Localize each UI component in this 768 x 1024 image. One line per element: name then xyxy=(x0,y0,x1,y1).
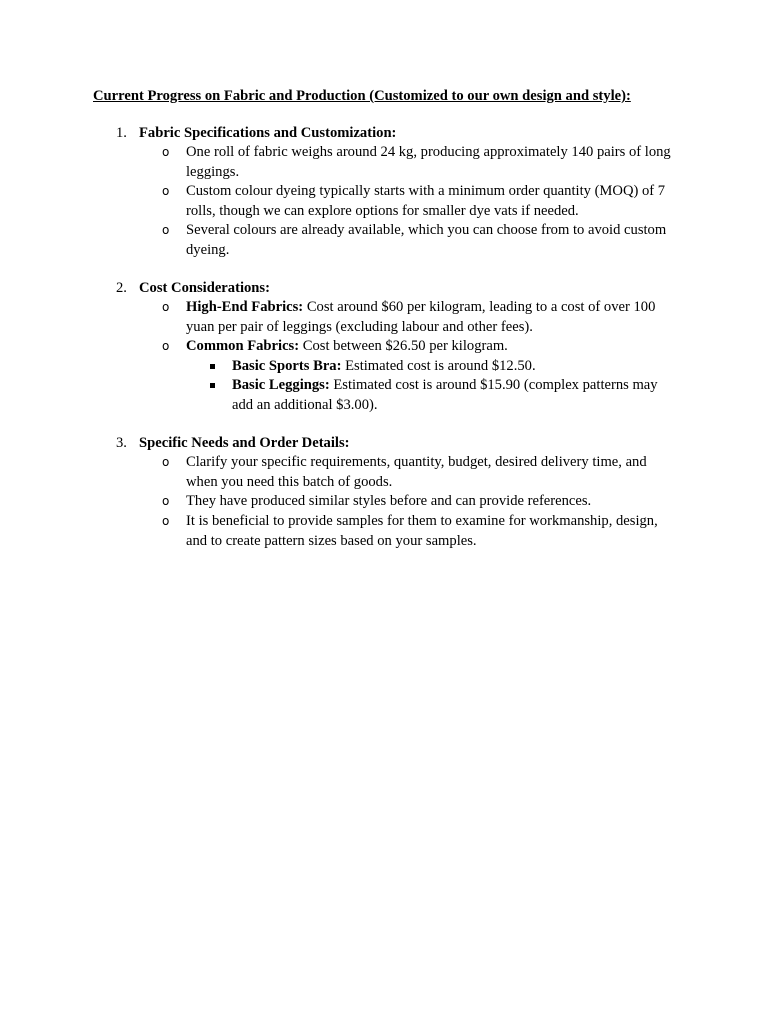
list-item-text xyxy=(186,298,676,337)
sub-list-item-body: Estimated cost is around $15.90 (complex patterns may add an additional $3.00). xyxy=(232,377,658,413)
circle-bullet-icon: o xyxy=(162,223,170,237)
section-heading: Specific Needs and Order Details: xyxy=(139,435,350,451)
list-item-body: Cost between $26.50 per kilogram. xyxy=(299,338,508,354)
section-heading: Cost Considerations: xyxy=(139,280,270,296)
sub-list-item-text xyxy=(232,357,672,377)
circle-bullet-icon: o xyxy=(162,455,170,469)
list-item-bold-label: Common Fabrics: xyxy=(186,338,300,354)
section-heading: Fabric Specifications and Customization: xyxy=(139,125,397,141)
circle-bullet-icon: o xyxy=(162,145,170,159)
list-item-body: Cost around $60 per kilogram, leading to a cost of over 100 yuan per pair of leggings (excluding labour and other fees). xyxy=(186,299,656,335)
list-item-text: Custom colour dyeing typically starts with a minimum order quantity (MOQ) of 7 rolls, though we can explore options for smaller dye vats if needed. xyxy=(186,183,666,219)
list-item-text: They have produced similar styles before and can provide references. xyxy=(186,493,592,509)
sub-list-item-bold-label: Basic Leggings: xyxy=(232,377,330,393)
list-item-text: It is beneficial to provide samples for them to examine for workmanship, design, and to create pattern sizes based on your samples. xyxy=(186,513,658,549)
list-item-text: Several colours are already available, which you can choose from to avoid custom dyeing. xyxy=(186,222,667,258)
square-bullet-icon xyxy=(210,364,215,369)
list-item-bold-label: High-End Fabrics: xyxy=(186,299,304,315)
sub-list-item-body: Estimated cost is around $12.50. xyxy=(341,358,536,374)
document-title: Current Progress on Fabric and Production (Customized to our own design and style): xyxy=(93,88,631,104)
sub-list-item-text xyxy=(232,376,672,415)
list-item-text: Clarify your specific requirements, quantity, budget, desired delivery time, and when you need this batch of goods. xyxy=(186,454,647,490)
circle-bullet-icon: o xyxy=(162,300,170,314)
section-number: 2. xyxy=(116,280,127,296)
circle-bullet-icon: o xyxy=(162,514,170,528)
square-bullet-icon xyxy=(210,383,215,388)
list-item-text xyxy=(186,337,676,357)
list-item-text: One roll of fabric weighs around 24 kg, producing approximately 140 pairs of long leggings. xyxy=(186,144,671,180)
sub-list-item-bold-label: Basic Sports Bra: xyxy=(232,358,342,374)
circle-bullet-icon: o xyxy=(162,494,170,508)
section-number: 3. xyxy=(116,435,127,451)
circle-bullet-icon: o xyxy=(162,339,170,353)
section-number: 1. xyxy=(116,125,127,141)
circle-bullet-icon: o xyxy=(162,184,170,198)
